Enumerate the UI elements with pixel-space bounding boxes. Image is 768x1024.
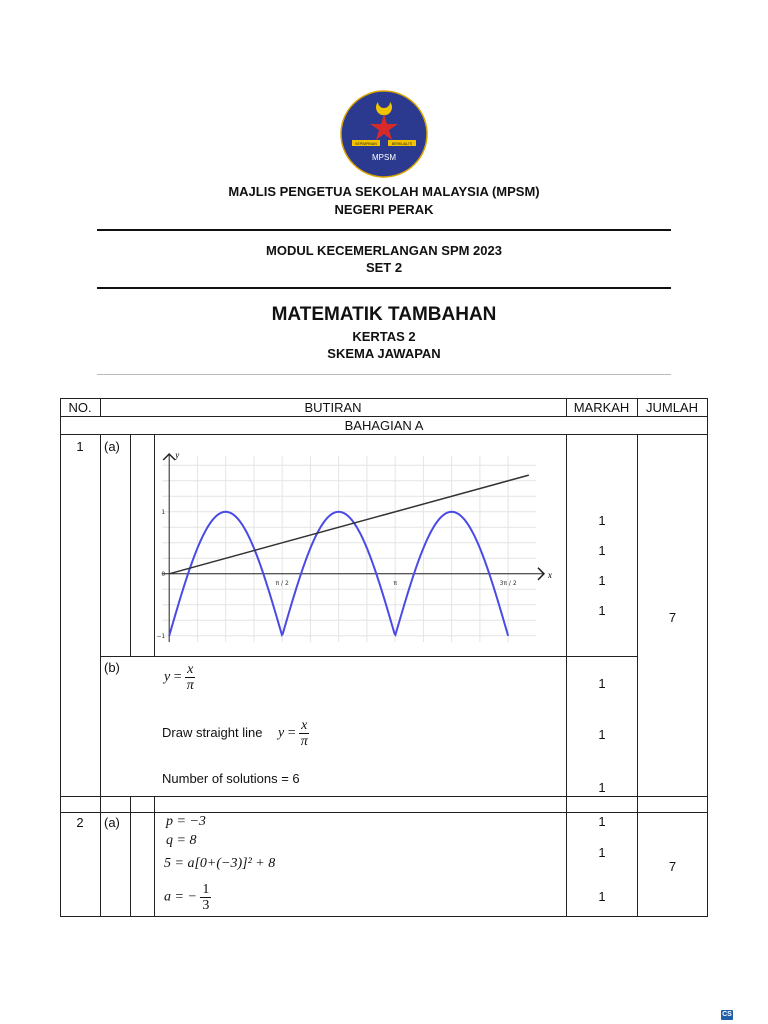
straight-line-series	[169, 475, 529, 574]
q1b-solutions: Number of solutions = 6	[162, 771, 300, 786]
header-markah: MARKAH	[573, 400, 630, 415]
q1a-mark-1: 1	[598, 513, 606, 528]
y-tick-label: −1	[156, 632, 166, 640]
q2-eq-line: 5 = a[0+(−3)]² + 8	[164, 856, 276, 871]
org-line-2: NEGERI PERAK	[334, 202, 434, 217]
q2-mark-1: 1	[598, 814, 606, 829]
module-title: MODUL KECEMERLANGAN SPM 2023	[266, 243, 502, 258]
q1b-draw-text: Draw straight line	[162, 725, 263, 740]
header-butiran: BUTIRAN	[304, 400, 362, 415]
q1-total: 7	[668, 610, 677, 625]
q1-graph	[156, 446, 564, 654]
q1a-mark-4: 1	[598, 603, 606, 618]
q1-part-a: (a)	[104, 439, 120, 454]
cs-badge: CS	[722, 1011, 732, 1018]
y-axis-label: y	[175, 450, 180, 460]
logo-ribbon-right-text: BERKUALITI	[391, 142, 413, 146]
q1-part-b: (b)	[104, 660, 120, 675]
org-line-1: MAJLIS PENGETUA SEKOLAH MALAYSIA (MPSM)	[228, 184, 540, 199]
set-title: SET 2	[365, 260, 403, 275]
q2-number: 2	[76, 815, 84, 830]
q2-q-line: q = 8	[166, 833, 197, 848]
q2-a-line: a = − $\frac{1}{3}$	[164, 882, 210, 913]
logo-ribbon-left-text: KEPIMPINAN	[355, 142, 377, 146]
section-label: BAHAGIAN A	[344, 418, 424, 433]
paper-title: KERTAS 2	[352, 329, 416, 344]
q2-total: 7	[668, 859, 677, 874]
q1a-mark-2: 1	[598, 543, 606, 558]
q1b-mark-1: 1	[598, 676, 606, 691]
q1b-equation: y = $\frac{x}{\pi}$	[164, 662, 194, 693]
header-jumlah: JUMLAH	[645, 400, 698, 415]
q1b-mark-3: 1	[598, 780, 606, 795]
q2-mark-2: 1	[598, 845, 606, 860]
logo-text: MPSM	[372, 153, 396, 162]
subject-title: MATEMATIK TAMBAHAN	[271, 304, 497, 325]
header-no: NO.	[68, 400, 92, 415]
q1b-mark-2: 1	[598, 727, 606, 742]
q2-part-a: (a)	[104, 815, 120, 830]
q2-p-line: p = −3	[166, 814, 206, 829]
y-tick-label: 1	[161, 508, 166, 516]
q2-mark-3: 1	[598, 889, 606, 904]
q1b-line-equation: y = $\frac{x}{\pi}$	[278, 718, 308, 749]
q1-number: 1	[76, 439, 84, 454]
x-tick-label: 3π / 2	[499, 579, 517, 587]
scheme-title: SKEMA JAWAPAN	[327, 346, 441, 361]
x-axis-label: x	[548, 569, 552, 580]
x-tick-label: π / 2	[275, 579, 289, 587]
x-tick-label: π	[393, 579, 397, 587]
q1a-mark-3: 1	[598, 573, 606, 588]
y-tick-label: 0	[161, 570, 166, 578]
